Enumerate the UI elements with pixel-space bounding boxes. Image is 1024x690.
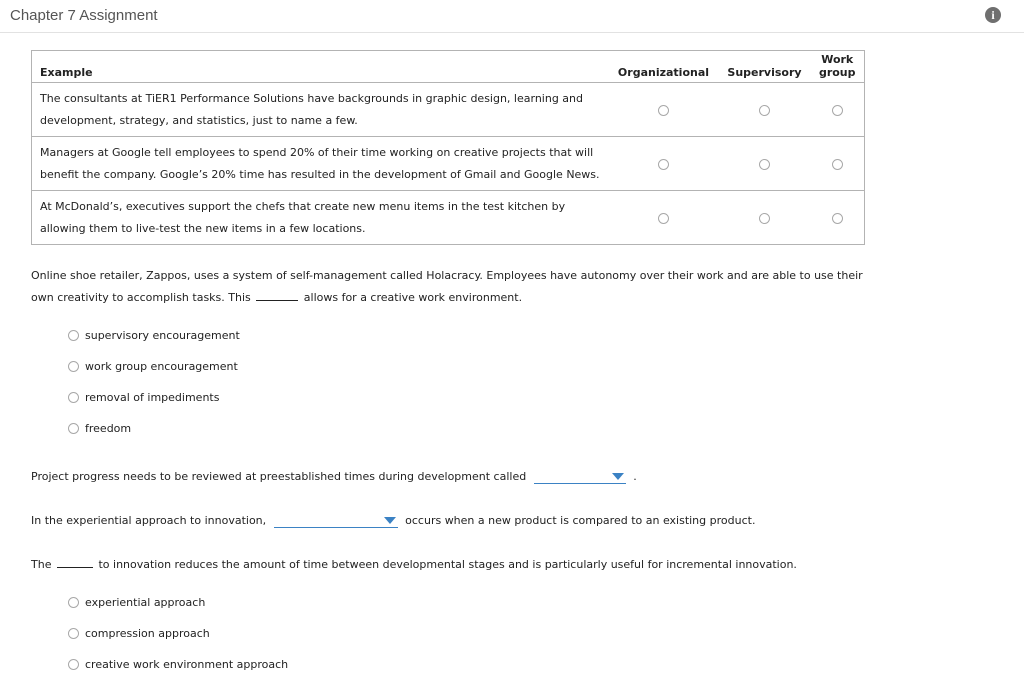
classification-matrix (31, 50, 865, 245)
col-header-work-group-line2: group (818, 66, 856, 79)
example-line: allowing them to live-test the new items in a few locations. (40, 221, 366, 235)
cell-work-group (810, 137, 864, 191)
cell-organizational (609, 191, 719, 245)
q2-option-radio[interactable] (68, 361, 79, 372)
q2-blank (256, 290, 298, 301)
q5-text-before: The (31, 558, 52, 571)
q2-option-label[interactable]: work group encouragement (85, 360, 238, 373)
cell-supervisory (718, 137, 810, 191)
cell-organizational (609, 83, 719, 137)
q2-option[interactable] (68, 391, 219, 405)
q5-option-label[interactable]: experiential approach (85, 596, 206, 609)
example-line: The consultants at TiER1 Performance Solutions have backgrounds in graphic design, learning and (40, 91, 583, 105)
page-header (0, 0, 1024, 33)
radio-organizational[interactable] (658, 105, 669, 116)
q4-text-after: occurs when a new product is compared to an existing product. (405, 514, 756, 527)
q2-option-radio[interactable] (68, 423, 79, 434)
q4-dropdown[interactable] (274, 514, 398, 528)
q5-option-label[interactable]: compression approach (85, 627, 210, 640)
q4-text-before: In the experiential approach to innovation, (31, 514, 267, 527)
page-title: Chapter 7 Assignment (10, 7, 158, 24)
q5-option[interactable] (68, 658, 288, 672)
example-line: At McDonald’s, executives support the chefs that create new menu items in the test kitchen by (40, 199, 566, 213)
q5-option[interactable] (68, 627, 210, 641)
example-line: benefit the company. Google’s 20% time has resulted in the development of Gmail and Google News. (40, 167, 600, 181)
col-header-work-group-line1: Work (821, 53, 854, 66)
q2-option[interactable] (68, 360, 238, 374)
chevron-down-icon[interactable] (612, 473, 624, 480)
radio-work-group[interactable] (832, 213, 843, 224)
table-row (32, 83, 865, 137)
example-line: Managers at Google tell employees to spend 20% of their time working on creative projects that will (40, 145, 594, 159)
radio-supervisory[interactable] (759, 159, 770, 170)
radio-supervisory[interactable] (759, 213, 770, 224)
q3-text-after: . (633, 470, 637, 483)
example-line: development, strategy, and statistics, just to name a few. (40, 113, 358, 127)
cell-organizational (609, 137, 719, 191)
q2-option[interactable] (68, 329, 240, 343)
example-text (32, 191, 609, 245)
info-icon[interactable]: i (985, 7, 1001, 23)
radio-organizational[interactable] (658, 159, 669, 170)
cell-supervisory (718, 83, 810, 137)
q3-prompt (31, 466, 637, 488)
q5-option-label[interactable]: creative work environment approach (85, 658, 289, 671)
radio-work-group[interactable] (832, 159, 843, 170)
q2-option-label[interactable]: supervisory encouragement (85, 329, 240, 342)
col-header-work-group (810, 51, 864, 83)
q2-option-label[interactable]: removal of impediments (85, 391, 220, 404)
q2-option[interactable] (68, 422, 131, 436)
q5-option-radio[interactable] (68, 659, 79, 670)
chevron-down-icon[interactable] (384, 517, 396, 524)
q5-option[interactable] (68, 596, 205, 610)
q2-option-radio[interactable] (68, 392, 79, 403)
cell-work-group (810, 83, 864, 137)
q2-prompt-line2-end: allows for a creative work environment. (303, 291, 523, 304)
col-header-organizational: Organizational (609, 51, 719, 83)
cell-supervisory (718, 191, 810, 245)
q2-option-radio[interactable] (68, 330, 79, 341)
q2-prompt-line2-start: own creativity to accomplish tasks. This (31, 291, 251, 304)
q2-option-label[interactable]: freedom (85, 422, 132, 435)
radio-supervisory[interactable] (759, 105, 770, 116)
q2-prompt (31, 265, 991, 309)
q5-text-after: to innovation reduces the amount of time between developmental stages and is particularly useful for incremental innovation. (98, 558, 797, 571)
table-row (32, 191, 865, 245)
example-text (32, 83, 609, 137)
q3-dropdown[interactable] (534, 470, 626, 484)
q5-option-radio[interactable] (68, 628, 79, 639)
q3-text-before: Project progress needs to be reviewed at preestablished times during development called (31, 470, 527, 483)
col-header-supervisory: Supervisory (718, 51, 810, 83)
radio-organizational[interactable] (658, 213, 669, 224)
q5-blank (57, 557, 93, 568)
radio-work-group[interactable] (832, 105, 843, 116)
q5-option-radio[interactable] (68, 597, 79, 608)
q5-prompt (31, 554, 797, 576)
q2-prompt-line1: Online shoe retailer, Zappos, uses a system of self-management called Holacracy. Employees have autonomy over their work and are able to use their (31, 269, 863, 282)
table-row (32, 137, 865, 191)
col-header-example: Example (32, 51, 609, 83)
matrix-header-row (32, 51, 865, 83)
q4-prompt (31, 510, 755, 532)
cell-work-group (810, 191, 864, 245)
example-text (32, 137, 609, 191)
